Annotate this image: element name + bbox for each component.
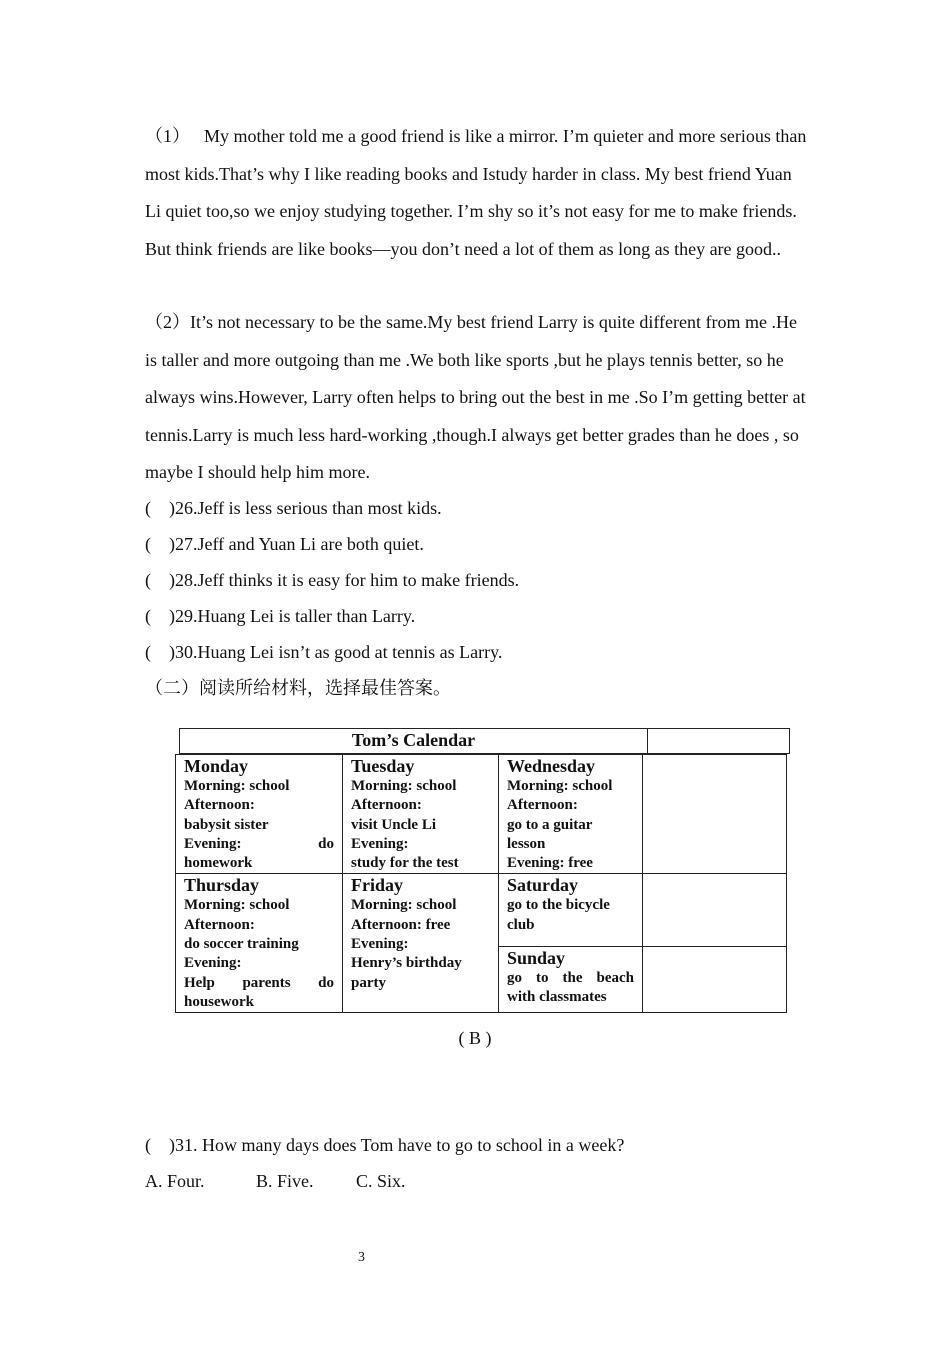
empty-cell [643,874,787,946]
sunday-cell: Sunday go to the beach with classmates [499,946,643,1012]
option-a: A. Four. [145,1171,205,1191]
figure-label: ( B ) [458,1028,492,1048]
saturday-cell: Saturday go to the bicycle club [499,874,643,946]
paragraph-number-2: （2） [145,312,190,332]
friday-label: Friday [351,875,403,896]
thursday-cell: Thursday Morning: school Afternoon: do soccer training Evening: Help parents do housework [176,874,343,1013]
friday-cell: Friday Morning: school Afternoon: free Evening: Henry’s birthday party [343,874,499,1013]
wednesday-cell: Wednesday Morning: school Afternoon: go to a guitar lesson Evening: free [499,755,643,874]
page-number: 3 [358,1250,365,1265]
empty-cell [643,946,787,1012]
sunday-label: Sunday [507,947,566,968]
calendar-title: Tom’s Calendar [180,729,648,753]
monday-cell: Monday Morning: school Afternoon: babysit sister Evening: do homework [176,755,343,874]
question-30: ( )30.Huang Lei isn’t as good at tennis as Larry. [145,642,503,662]
option-b: B. Five. [256,1171,314,1191]
saturday-label: Saturday [507,875,579,896]
question-31: ( )31. How many days does Tom have to go to school in a week? [145,1135,625,1155]
section-title: （二）阅读所给材料，选择最佳答案。 [145,678,451,698]
option-c: C. Six. [356,1171,406,1191]
passage-paragraph-2 [145,304,810,492]
paragraph-number-1: （1） [145,126,190,146]
question-27: ( )27.Jeff and Yuan Li are both quiet. [145,534,424,554]
calendar-header [179,728,790,754]
passage-paragraph-1 [145,118,810,268]
question-28: ( )28.Jeff thinks it is easy for him to make friends. [145,570,520,590]
tuesday-label: Tuesday [351,756,415,776]
thursday-label: Thursday [184,875,260,896]
calendar-table [175,754,787,1013]
paragraph-text-1: My mother told me a good friend is like a mirror. I’m quieter and more serious than most kids.That’s why I like reading books and Istudy harder in class. My best friend Yuan Li quiet too,so we enjoy studying together. I’m shy so it’s not easy for me to make friends. But think friends are like books—you don’t need a lot of them as long as they are good.. [145,126,807,259]
empty-cell [643,755,787,874]
question-31-options [145,1169,406,1193]
monday-label: Monday [184,756,249,776]
wednesday-label: Wednesday [507,756,596,776]
tuesday-cell: Tuesday Morning: school Afternoon: visit Uncle Li Evening: study for the test [343,755,499,874]
question-29: ( )29.Huang Lei is taller than Larry. [145,606,416,626]
paragraph-text-2: It’s not necessary to be the same.My best friend Larry is quite different from me .He is taller and more outgoing than me .We both like sports ,but he plays tennis better, so he always wins.However, Larry often helps to bring out the best in me .So I’m getting better at tennis.Larry is much less hard-working ,though.I always get better grades than he does , so maybe I should help him more. [145,312,806,482]
question-26: ( )26.Jeff is less serious than most kids. [145,498,442,518]
